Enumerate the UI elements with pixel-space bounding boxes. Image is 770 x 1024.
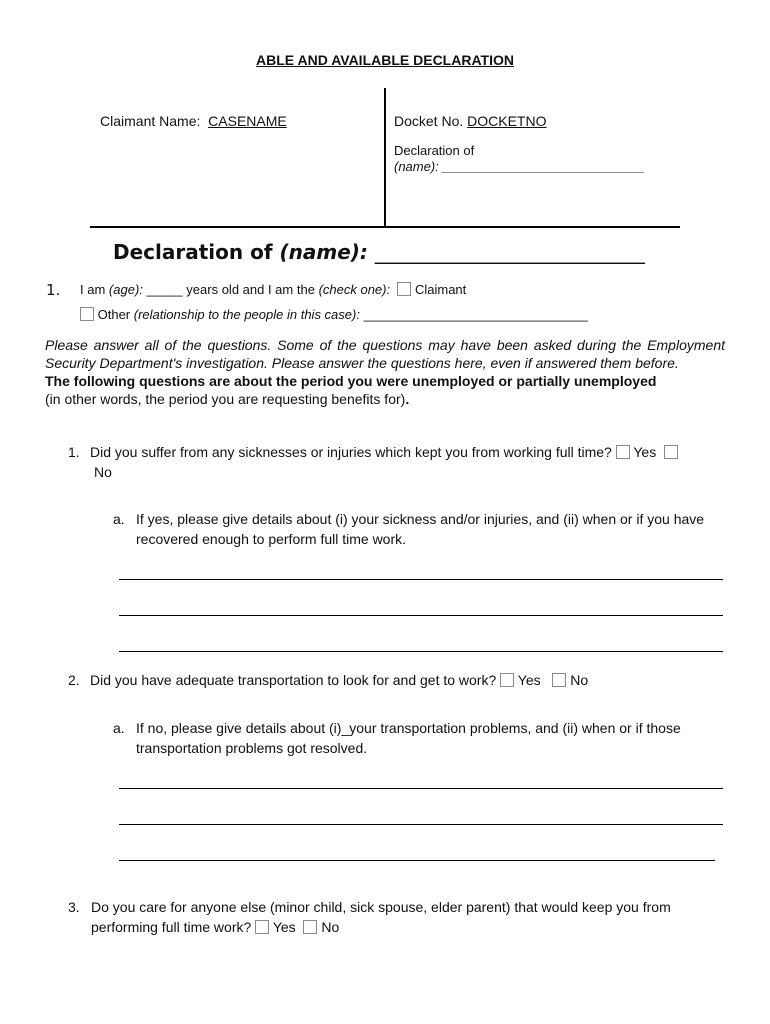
declaration-heading-name: (name): [279, 240, 368, 264]
question-1a-letter: a. [113, 511, 125, 527]
question-3-yes-checkbox[interactable] [255, 920, 269, 934]
header-declaration [394, 143, 645, 175]
claimant-checkbox[interactable] [397, 282, 411, 296]
docket-label: Docket No. [394, 113, 464, 129]
header-bottom-rule [90, 226, 680, 228]
header-declaration-line2: (name): ____________________________ [394, 159, 645, 174]
question-2-no-checkbox[interactable] [552, 673, 566, 687]
instructions-tail-period: . [405, 391, 410, 407]
other-row [80, 307, 588, 322]
declaration-heading-blank: ___________________________ [374, 240, 645, 264]
claimant-value: CASENAME [208, 113, 287, 129]
question-3-yes-label: Yes [272, 919, 296, 935]
declaration-heading [113, 240, 645, 264]
item1-row [80, 282, 466, 297]
question-3 [68, 897, 728, 937]
question-2-yes-checkbox[interactable] [500, 673, 514, 687]
question-1-yes-label: Yes [633, 444, 657, 460]
question-3-no-label: No [321, 919, 340, 935]
check-one-label: (check one): [318, 282, 391, 297]
item1-number: 1. [46, 281, 61, 299]
document-title [0, 52, 770, 68]
docket-row [394, 113, 546, 129]
declaration-heading-prefix: Declaration of [113, 240, 273, 264]
question-2 [68, 670, 738, 690]
instructions [45, 336, 725, 408]
age-blank: _____ [146, 282, 183, 297]
question-1a-text: If yes, please give details about (i) your sickness and/or injuries, and (ii) when or if you have recovered enough to perform full time work. [136, 511, 705, 547]
question-3-number: 3. [68, 899, 80, 915]
instructions-bold: The following questions are about the period you were unemployed or partially unemployed [45, 373, 657, 389]
answer-line-2-2[interactable] [119, 824, 723, 825]
question-2-yes-label: Yes [517, 672, 541, 688]
question-3-text: Do you care for anyone else (minor child, sick spouse, elder parent) that would keep you from performing full time work? [91, 899, 671, 935]
instructions-tail: (in other words, the period you are requesting benefits for) [45, 391, 406, 407]
question-1 [68, 442, 738, 482]
question-1-text: Did you suffer from any sicknesses or injuries which kept you from working full time? [90, 444, 612, 460]
question-2a-letter: a. [113, 720, 125, 736]
question-1a [113, 509, 727, 549]
answer-line-1-3[interactable] [119, 651, 723, 652]
other-option-label: Other [97, 307, 131, 322]
question-1-number: 1. [68, 444, 80, 460]
claimant-option-label: Claimant [414, 282, 467, 297]
question-2a-text: If no, please give details about (i)_your transportation problems, and (ii) when or if those transportation problems got resolved. [136, 720, 681, 756]
question-2-no-label: No [570, 672, 589, 688]
relationship-label: (relationship to the people in this case): [133, 307, 360, 322]
years-text: years old and I am the [186, 282, 315, 297]
claimant-label: Claimant Name: [100, 113, 201, 129]
relationship-blank: _______________________________ [363, 307, 588, 322]
question-1-no-label: No [94, 464, 112, 480]
header-declaration-line1: Declaration of [394, 143, 475, 158]
other-checkbox[interactable] [80, 307, 94, 321]
answer-line-2-3[interactable] [119, 860, 715, 861]
i-am-text: I am [80, 282, 106, 297]
docket-value: DOCKETNO [467, 113, 547, 129]
claimant-name-row [100, 113, 287, 129]
header-vertical-divider [384, 88, 386, 228]
question-2a [113, 718, 727, 758]
answer-line-1-2[interactable] [119, 615, 723, 616]
answer-line-2-1[interactable] [119, 788, 723, 789]
instructions-italic: Please answer all of the questions. Some of the questions may have been asked during the Employment Security Department's investigation. Please answer the questions here, even if answered them before. [45, 337, 725, 371]
question-1-no-checkbox[interactable] [664, 445, 678, 459]
question-1-yes-checkbox[interactable] [616, 445, 630, 459]
document-title-text: ABLE AND AVAILABLE DECLARATION [256, 52, 514, 68]
question-2-number: 2. [68, 672, 80, 688]
age-label: (age): [108, 282, 143, 297]
question-2-text: Did you have adequate transportation to look for and get to work? [90, 672, 497, 688]
question-3-no-checkbox[interactable] [303, 920, 317, 934]
answer-line-1-1[interactable] [119, 579, 723, 580]
